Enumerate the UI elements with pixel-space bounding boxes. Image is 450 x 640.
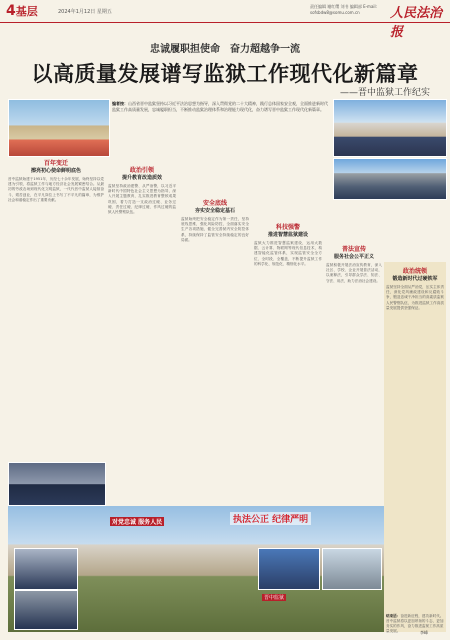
column-title: 政治引领 bbox=[129, 167, 154, 174]
column-2 bbox=[108, 167, 176, 215]
end-note-label: 结束语： bbox=[386, 614, 401, 618]
editor-note-label: 编者按： bbox=[112, 101, 128, 106]
photo-building bbox=[333, 99, 447, 157]
section-name: 基层 bbox=[15, 5, 38, 18]
dateline: 2024年1月12日 星期五 bbox=[58, 9, 112, 15]
photo-inset-training bbox=[14, 590, 78, 630]
end-note bbox=[386, 614, 444, 634]
column-body: 监狱坚持全面从严治党，压实主体责任，深化党风廉政建设和反腐败斗争，锻造忠诚干净担当的高素质监狱人民警察队伍，为推进监狱工作高质量发展提供坚强保证。 bbox=[386, 285, 444, 310]
kicker: 忠诚履职担使命 奋力超越争一流 bbox=[150, 44, 300, 55]
photo-inset-ceremony bbox=[258, 548, 320, 590]
column-4 bbox=[254, 224, 322, 267]
photo-formation bbox=[333, 158, 447, 200]
banner-right-text: 晋中监狱 bbox=[264, 595, 285, 601]
page-number: 4 bbox=[6, 3, 16, 19]
column-body: 监狱始终把安全稳定作为第一责任，坚持底线思维，强化风险防控，全面落实安全生产各项措施，健全完善狱内安全防控体系，持续保持了监管安全持续稳定的良好局面。 bbox=[181, 217, 249, 242]
banner-left-text: 对党忠诚 服务人民 bbox=[112, 519, 163, 526]
photo-inset-outdoor bbox=[322, 548, 382, 590]
column-3 bbox=[181, 200, 249, 243]
headline: 以高质量发展谱写监狱工作现代化新篇章 bbox=[31, 61, 419, 86]
column-6 bbox=[386, 268, 444, 311]
column-body: 监狱坚持政治建警、从严治警，以习近平新时代中国特色社会主义思想为指导，深入开展主题教育，扎实推进教育整顿成果巩固，着力打造一支政治过硬、业务过硬、责任过硬、纪律过硬、作风过硬的监狱人民警察队伍。 bbox=[108, 184, 176, 215]
photo-meeting bbox=[8, 462, 106, 506]
editor-note bbox=[112, 101, 330, 113]
column-title: 科技强警 bbox=[275, 224, 300, 231]
column-subtitle: 锻造新时代过硬铁军 bbox=[392, 276, 438, 282]
column-subtitle: 夯实安全稳定基石 bbox=[194, 208, 235, 214]
byline: 李峰 bbox=[420, 630, 428, 635]
column-subtitle: 提升教育改造质效 bbox=[121, 175, 162, 181]
page-number-label bbox=[6, 3, 38, 19]
column-1 bbox=[8, 160, 104, 203]
column-5 bbox=[326, 246, 382, 284]
banner-main-text: 执法公正 纪律严明 bbox=[230, 512, 311, 525]
column-subtitle: 擦亮初心使命鲜明底色 bbox=[30, 168, 81, 174]
column-subtitle: 服务社会公平正义 bbox=[333, 254, 374, 260]
subhead: ——晋中监狱工作纪实 bbox=[339, 88, 430, 98]
column-title: 政治统领 bbox=[402, 268, 427, 275]
end-note-text: 奋进新征程，建功新时代。晋中监狱将以更加昂扬的斗志，更加务实的作风，奋力推进监狱工作高质量发展。 bbox=[386, 614, 444, 633]
column-title: 安全底线 bbox=[202, 200, 227, 207]
column-title: 百年变迁 bbox=[43, 160, 68, 167]
column-body: 监狱积极开展法治宣传教育，深入社区、学校、企业开展普法活动，以案释法，引导群众学法、知法、守法、用法，助力法治社会建设。 bbox=[326, 263, 382, 283]
column-background-band bbox=[384, 262, 446, 632]
column-body: 晋中监狱始建于1951年，历经七十余年发展，始终坚持以党建为引领，将监狱工作与地方经济社会发展紧密结合。从最初的劳改农场到现代化文明监狱，一代代晋中监狱人接续奋斗，艰苦创业，在平凡岗位上书写了不平凡的篇章，为维护社会和谐稳定作出了重要贡献。 bbox=[8, 177, 104, 202]
photo-inset-officers bbox=[14, 548, 78, 590]
photo-gate bbox=[8, 99, 110, 157]
column-body: 监狱大力推进智慧监狱建设，运用大数据、云计算、物联网等现代信息技术，构建智能化监管体系，实现监管安全全方位、全时段、全覆盖，不断提升监狱工作的科学化、规范化、精细化水平。 bbox=[254, 241, 322, 266]
masthead bbox=[0, 0, 450, 40]
paper-logo: 人民法治报 bbox=[390, 6, 443, 40]
column-subtitle: 推进智慧监狱建设 bbox=[267, 232, 308, 238]
editor-note-text: 山西省晋中监狱坚持以习近平法治思想为指导，深入贯彻党的二十大精神，践行总体国家安全观，全面推进新时代监狱工作高质量发展，忠诚履职担当，不断推动监狱治理体系和治理能力现代化，奋力谱写晋中监狱工作现代化新篇章。 bbox=[112, 101, 328, 113]
editor-info: 责任编辑 谢红缨 刘书 编辑部 E-mail: sofsbdw8@somu.com.cn bbox=[310, 4, 377, 15]
column-title: 普法宣传 bbox=[341, 246, 366, 253]
